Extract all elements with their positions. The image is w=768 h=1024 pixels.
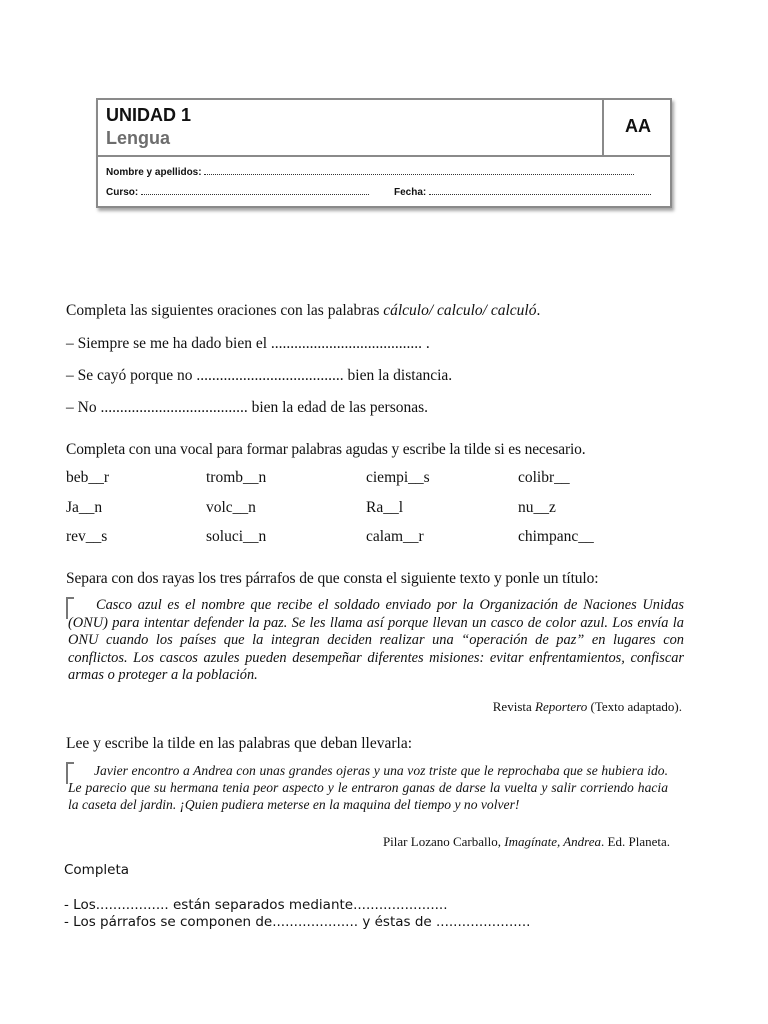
word-cell: beb__r (66, 469, 110, 486)
exercise3-source-title: Reportero (535, 699, 588, 714)
level-code: AA (625, 116, 651, 136)
date-blank[interactable] (429, 186, 651, 195)
header-divider (98, 155, 670, 157)
exercise5-line-1: - Los................. están separados mediante...................... (64, 897, 448, 913)
exercise5-title: Completa (64, 862, 130, 878)
exercise1-prompt-end: . (536, 302, 541, 319)
exercise1-prompt-words: cálculo/ calculo/ calculó (383, 302, 537, 319)
word-cell: colibr__ (518, 469, 570, 486)
exercise3-prompt: Separa con dos rayas los tres párrafos de que consta el siguiente texto y ponle un título: (66, 570, 599, 587)
quote-bracket (66, 762, 74, 784)
exercise3-text-box (66, 597, 684, 685)
exercise4-text: Javier encontro a Andrea con unas grandes ojeras y una voz triste que le reprochaba que se hubiera ido. Le parecio que su hermana tenia peor aspecto y le entraron ganas de darse la vuelta y salir corriendo hacia la caseta del jardin. ¡Quien pudiera meterse en la maquina del tiempo y no volver! (68, 763, 668, 812)
exercise4-text-box (66, 762, 668, 813)
name-field[interactable] (106, 166, 634, 178)
exercise2-prompt: Completa con una vocal para formar palabras agudas y escribe la tilde si es necesario. (66, 441, 586, 458)
quote-bracket (66, 597, 74, 619)
exercise3-source (493, 699, 682, 715)
word-cell: Ra__l (366, 499, 404, 516)
word-cell: tromb__n (206, 469, 267, 486)
course-blank[interactable] (141, 186, 369, 195)
word-row-1 (66, 469, 626, 489)
exercise3-text: Casco azul es el nombre que recibe el soldado enviado por la Organización de Naciones Unidas (ONU) para intentar defender la paz. Se les llama así porque llevan un casco de color azul. Los envía la ONU cuando los países que la integran deciden realizar una “operación de paz” en lugares con conflictos. Los cascos azules pueden desempeñar diferentes misiones: evitar enfrentamientos, confiscar armas o proteger a la población. (68, 597, 684, 683)
exercise1-sentence-3: – No ...................................... bien la edad de las personas. (66, 399, 429, 416)
word-row-3 (66, 528, 626, 548)
name-label: Nombre y apellidos: (106, 167, 202, 178)
exercise4-prompt: Lee y escribe la tilde en las palabras que deban llevarla: (66, 735, 413, 752)
exercise3-source-start: Revista (492, 699, 536, 714)
subject-title: Lengua (106, 128, 171, 148)
exercise1-prompt (66, 302, 540, 320)
word-cell: ciempi__s (366, 469, 430, 486)
word-cell: rev__s (66, 528, 108, 545)
exercise3-source-end: (Texto adaptado). (587, 699, 682, 714)
exercise1-prompt-text: Completa las siguientes oraciones con las palabras (66, 302, 384, 319)
exercise4-source (383, 834, 670, 850)
unit-title: UNIDAD 1 (106, 105, 192, 125)
exercise5-line-2: - Los párrafos se componen de.................... y éstas de ...................... (64, 914, 531, 930)
word-cell: Ja__n (66, 499, 103, 516)
level-cell (602, 100, 672, 155)
exercise4-source-end: . Ed. Planeta. (601, 834, 670, 849)
word-cell: chimpanc__ (518, 528, 594, 545)
header-box (96, 98, 672, 208)
word-cell: volc__n (206, 499, 256, 516)
word-row-2 (66, 499, 626, 519)
course-field[interactable] (106, 186, 369, 198)
exercise1-sentence-1: – Siempre se me ha dado bien el ....................................... . (66, 335, 430, 352)
exercise1-sentence-2: – Se cayó porque no ...................................... bien la distancia. (66, 367, 453, 384)
exercise4-source-title: Imagínate, Andrea (504, 834, 602, 849)
date-label: Fecha: (394, 187, 427, 198)
date-field[interactable] (394, 186, 651, 198)
word-cell: nu__z (518, 499, 556, 516)
course-label: Curso: (106, 187, 139, 198)
name-blank[interactable] (204, 166, 634, 175)
exercise4-source-author: Pilar Lozano Carballo, (382, 834, 505, 849)
word-cell: soluci__n (206, 528, 267, 545)
word-cell: calam__r (366, 528, 424, 545)
